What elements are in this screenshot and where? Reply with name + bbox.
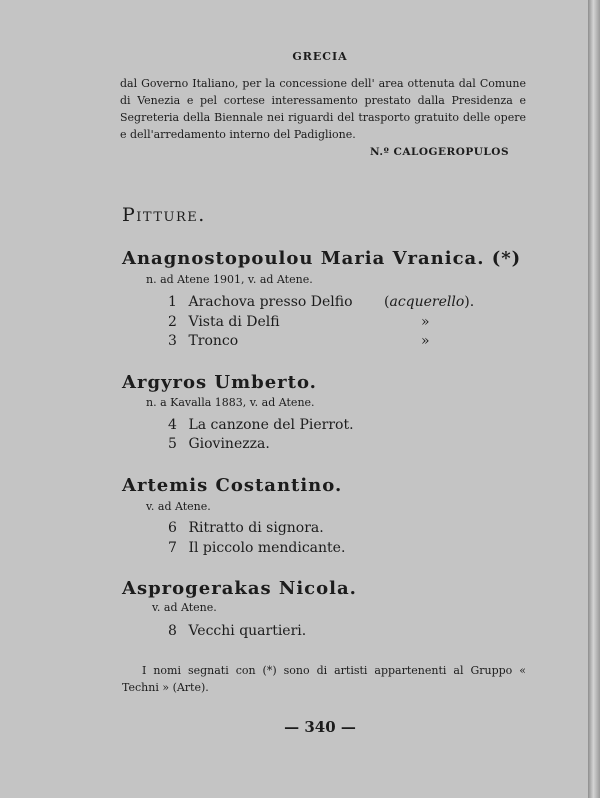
work-medium: (acquerello). bbox=[384, 294, 475, 310]
artist-name: Argyros Umberto. bbox=[122, 372, 317, 393]
work-medium-text: acquerello bbox=[389, 294, 465, 310]
work-item bbox=[168, 520, 324, 536]
artist-note: n. ad Atene 1901, v. ad Atene. bbox=[146, 273, 313, 286]
work-title: Arachova presso Delfio bbox=[188, 294, 353, 310]
artist-name: Anagnostopoulou Maria Vranica. (*) bbox=[122, 248, 522, 269]
intro-paragraph: dal Governo Italiano, per la concessione dell' area ottenuta dal Comune di Venezia e pel cortese interessamento prestato dalla Presidenza e Segreteria della Biennale nei riguardi del trasporto gratuito delle opere e dell'arredamento interno del Padiglione. bbox=[120, 77, 526, 141]
work-number: 2 bbox=[168, 314, 177, 330]
work-item bbox=[168, 540, 345, 556]
work-item bbox=[168, 417, 354, 433]
section-heading bbox=[122, 204, 206, 226]
work-title: Ritratto di signora. bbox=[188, 520, 324, 536]
ditto-mark: » bbox=[421, 333, 430, 349]
signature: N.º CALOGEROPULOS bbox=[370, 146, 510, 158]
work-number: 8 bbox=[168, 623, 177, 639]
work-title: Vecchi quartieri. bbox=[188, 623, 307, 639]
work-title: Giovinezza. bbox=[188, 436, 270, 452]
work-item bbox=[168, 436, 270, 452]
work-title: Tronco bbox=[188, 333, 239, 349]
page-edge bbox=[588, 0, 600, 798]
artist-name: Asprogerakas Nicola. bbox=[122, 578, 357, 599]
artist-note: v. ad Atene. bbox=[152, 601, 217, 614]
work-title: La canzone del Pierrot. bbox=[188, 417, 354, 433]
work-medium-suffix: ). bbox=[464, 294, 475, 310]
section-heading-rest: itture. bbox=[136, 204, 206, 226]
work-item bbox=[168, 314, 280, 330]
work-number: 4 bbox=[168, 417, 177, 433]
work-item bbox=[168, 294, 353, 310]
work-title: Vista di Delfi bbox=[188, 314, 280, 330]
ditto-mark: » bbox=[421, 314, 430, 330]
page-number: — 340 — bbox=[284, 718, 356, 736]
artist-note: v. ad Atene. bbox=[146, 500, 211, 513]
artist-note: n. a Kavalla 1883, v. ad Atene. bbox=[146, 396, 315, 409]
section-heading-initial: P bbox=[122, 204, 137, 226]
work-number: 7 bbox=[168, 540, 177, 556]
artist-name: Artemis Costantino. bbox=[122, 475, 343, 496]
work-number: 3 bbox=[168, 333, 177, 349]
running-head: GRECIA bbox=[292, 50, 348, 63]
work-number: 5 bbox=[168, 436, 177, 452]
footnote: I nomi segnati con (*) sono di artisti appartenenti al Gruppo « Techni » (Arte). bbox=[122, 664, 526, 694]
work-title: Il piccolo mendicante. bbox=[188, 540, 346, 556]
work-number: 6 bbox=[168, 520, 177, 536]
work-number: 1 bbox=[168, 294, 177, 310]
work-item bbox=[168, 623, 306, 639]
work-item bbox=[168, 333, 238, 349]
